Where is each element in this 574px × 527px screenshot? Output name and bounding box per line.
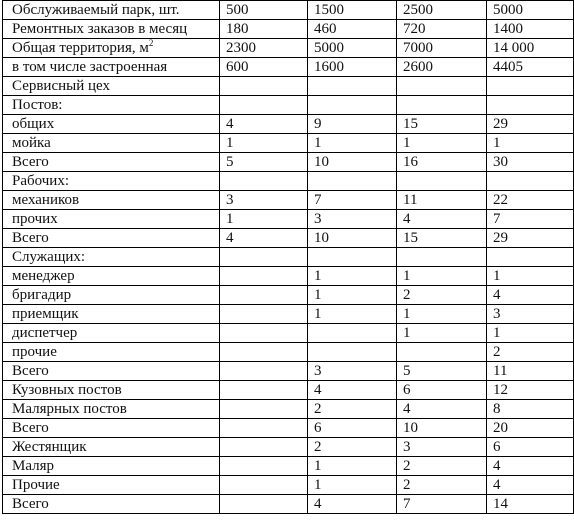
value-cell: 16 [397,153,487,172]
value-cell: 1 [308,134,397,153]
value-cell: 1 [487,134,574,153]
row-label: Обслуживаемый парк, шт. [12,2,180,18]
value-cell [220,495,308,514]
value-cell: 6 [308,419,397,438]
row-label: Постов: [12,97,63,113]
row-label-cell [3,39,220,58]
value-cell [397,77,487,96]
row-label-cell [3,381,220,400]
row-label-cell [3,58,220,77]
row-label: Маляр [12,458,55,474]
value-cell: 1 [220,210,308,229]
row-label-cell [3,400,220,419]
row-label-cell [3,1,220,20]
row-label: общих [12,116,55,132]
value-cell [220,172,308,191]
table-row [3,191,574,210]
service-station-table [2,0,574,514]
row-label-cell [3,495,220,514]
table-row [3,77,574,96]
value-cell: 5000 [487,1,574,20]
value-cell: 4 [487,476,574,495]
value-cell: 4 [487,286,574,305]
value-cell: 14 [487,495,574,514]
table-row [3,476,574,495]
row-label: Всего [12,496,49,512]
row-label: Общая территория, м [12,40,149,56]
row-label-cell [3,457,220,476]
value-cell: 29 [487,229,574,248]
value-cell: 8 [487,400,574,419]
value-cell [220,77,308,96]
value-cell: 1 [308,305,397,324]
value-cell: 12 [487,381,574,400]
table-row [3,457,574,476]
value-cell [397,248,487,267]
table-row [3,438,574,457]
value-cell [220,476,308,495]
value-cell: 3 [220,191,308,210]
value-cell: 2300 [220,39,308,58]
value-cell [308,172,397,191]
value-cell: 1 [397,324,487,343]
value-cell: 29 [487,115,574,134]
value-cell [308,77,397,96]
value-cell [220,400,308,419]
value-cell: 30 [487,153,574,172]
row-label: Кузовных постов [12,382,122,398]
row-label: Всего [12,154,49,170]
value-cell [308,324,397,343]
value-cell: 1 [308,476,397,495]
value-cell: 3 [487,305,574,324]
table-row [3,362,574,381]
table-row [3,495,574,514]
row-label: Жестянщик [12,439,87,455]
value-cell: 22 [487,191,574,210]
value-cell: 2600 [397,58,487,77]
value-cell: 2500 [397,1,487,20]
row-label-cell [3,343,220,362]
row-label: диспетчер [12,325,78,341]
value-cell [220,267,308,286]
table-row [3,400,574,419]
value-cell: 1 [397,267,487,286]
row-label: Малярных постов [12,401,127,417]
value-cell: 1600 [308,58,397,77]
value-cell: 4 [308,381,397,400]
row-label-cell [3,191,220,210]
value-cell: 4405 [487,58,574,77]
value-cell: 10 [308,153,397,172]
value-cell: 5 [220,153,308,172]
row-label-cell [3,115,220,134]
row-label-cell [3,419,220,438]
value-cell [220,343,308,362]
table-row [3,153,574,172]
value-cell: 10 [308,229,397,248]
row-label: Всего [12,230,49,246]
value-cell: 1 [308,457,397,476]
value-cell: 15 [397,115,487,134]
value-cell [308,248,397,267]
value-cell: 7 [487,210,574,229]
value-cell: 2 [397,286,487,305]
value-cell: 1 [220,134,308,153]
table-row [3,20,574,39]
table-row [3,1,574,20]
row-label-cell [3,20,220,39]
value-cell: 1 [397,134,487,153]
table-row [3,248,574,267]
value-cell [220,438,308,457]
value-cell [308,96,397,115]
value-cell: 5000 [308,39,397,58]
value-cell [220,381,308,400]
row-label: менеджер [12,268,75,284]
row-label-cell [3,134,220,153]
value-cell [220,286,308,305]
value-cell: 3 [308,362,397,381]
value-cell: 4 [397,210,487,229]
value-cell: 10 [397,419,487,438]
value-cell: 2 [308,438,397,457]
value-cell [487,77,574,96]
table-row [3,419,574,438]
row-label: Всего [12,363,49,379]
table-row [3,39,574,58]
row-label-cell [3,96,220,115]
table-row [3,134,574,153]
row-label: Всего [12,420,49,436]
row-label: Сервисный цех [12,78,110,94]
row-label: Рабочих: [12,173,69,189]
value-cell: 7 [397,495,487,514]
value-cell [397,343,487,362]
row-label-cell [3,77,220,96]
table-row [3,58,574,77]
row-label: прочие [12,344,57,360]
value-cell [220,96,308,115]
row-label: Прочие [12,477,60,493]
value-cell [487,172,574,191]
table-row [3,96,574,115]
value-cell: 1 [308,267,397,286]
row-label-cell [3,438,220,457]
value-cell: 5 [397,362,487,381]
table-row [3,343,574,362]
table-row [3,210,574,229]
value-cell: 1 [397,305,487,324]
table-row [3,286,574,305]
value-cell: 460 [308,20,397,39]
row-label-cell [3,172,220,191]
value-cell: 4 [220,115,308,134]
row-label-cell [3,476,220,495]
value-cell: 7000 [397,39,487,58]
value-cell: 6 [397,381,487,400]
row-label: мойка [12,135,51,151]
value-cell: 14 000 [487,39,574,58]
value-cell: 11 [397,191,487,210]
table-row [3,267,574,286]
row-label-cell [3,305,220,324]
value-cell: 1400 [487,20,574,39]
value-cell: 1500 [308,1,397,20]
row-label-cell [3,229,220,248]
value-cell [220,305,308,324]
row-label: приемщик [12,306,79,322]
row-label-cell [3,362,220,381]
row-label: Ремонтных заказов в месяц [12,21,188,37]
value-cell [220,248,308,267]
value-cell [397,96,487,115]
value-cell [397,172,487,191]
value-cell: 4 [487,457,574,476]
value-cell: 2 [308,400,397,419]
value-cell: 2 [487,343,574,362]
value-cell: 4 [397,400,487,419]
value-cell: 4 [220,229,308,248]
value-cell [487,248,574,267]
row-label-cell [3,286,220,305]
table-body [3,1,574,514]
value-cell [220,362,308,381]
value-cell: 600 [220,58,308,77]
row-label-cell [3,248,220,267]
value-cell: 7 [308,191,397,210]
value-cell [308,343,397,362]
row-label: Служащих: [12,249,86,265]
table-row [3,324,574,343]
row-label-cell [3,210,220,229]
value-cell: 1 [487,324,574,343]
value-cell: 4 [308,495,397,514]
table-row [3,115,574,134]
row-label: механиков [12,192,80,208]
table-row [3,305,574,324]
value-cell [220,457,308,476]
value-cell [220,419,308,438]
value-cell: 1 [487,267,574,286]
value-cell: 2 [397,457,487,476]
value-cell: 20 [487,419,574,438]
row-label-cell [3,324,220,343]
value-cell: 9 [308,115,397,134]
row-label: бригадир [12,287,72,303]
value-cell: 500 [220,1,308,20]
row-label: в том числе застроенная [12,59,168,75]
value-cell: 15 [397,229,487,248]
value-cell: 11 [487,362,574,381]
unit-superscript: 2 [148,38,154,48]
table-row [3,172,574,191]
value-cell: 6 [487,438,574,457]
row-label: прочих [12,211,58,227]
value-cell: 1 [308,286,397,305]
value-cell: 720 [397,20,487,39]
table-row [3,229,574,248]
table-row [3,381,574,400]
value-cell [487,96,574,115]
value-cell: 180 [220,20,308,39]
value-cell [220,324,308,343]
row-label-cell [3,267,220,286]
value-cell: 3 [397,438,487,457]
value-cell: 2 [397,476,487,495]
value-cell: 3 [308,210,397,229]
row-label-cell [3,153,220,172]
